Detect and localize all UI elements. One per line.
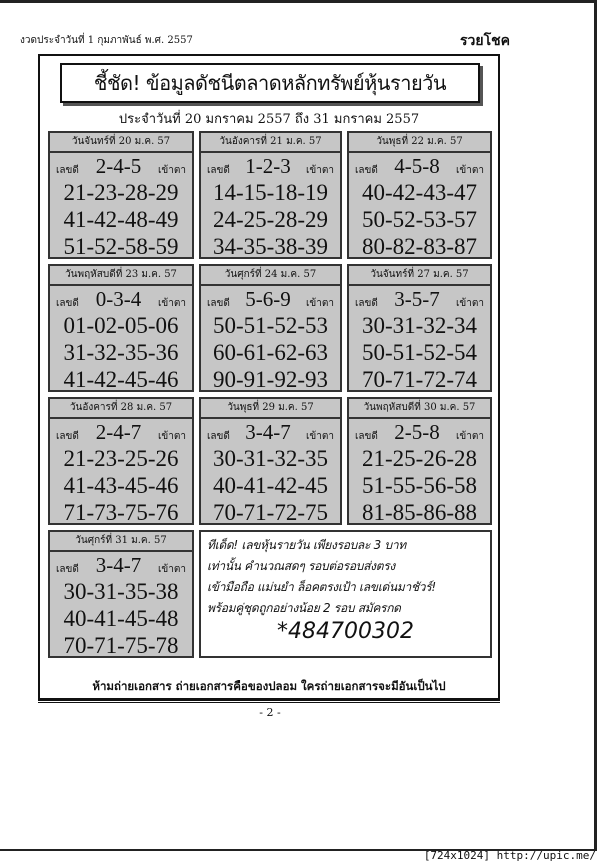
lead-number: 3-4-7 [95, 553, 142, 577]
lead-row [50, 552, 192, 578]
lead-number: 1-2-3 [245, 154, 291, 178]
number-row: 51-55-56-58 [362, 473, 477, 498]
number-row: 70-71-72-74 [362, 367, 477, 392]
number-row: 41-42-45-46 [63, 367, 179, 392]
day-box [199, 131, 342, 259]
day-label: วันพุธที่ 29 ม.ค. 57 [201, 399, 340, 419]
number-row: 60-61-62-63 [213, 340, 328, 365]
day-label: วันศุกร์ที่ 24 ม.ค. 57 [201, 266, 340, 286]
lead-label: เลขดี [56, 564, 79, 575]
copy-warning: ห้ามถ่ายเอกสาร ถ่ายเอกสารคือของปลอม ใครถ่ายเอกสารจะมีอันเป็นไป [92, 679, 446, 693]
number-row: 70-71-72-75 [213, 500, 328, 525]
lead-label: เลขดี [56, 298, 79, 309]
lead-row [201, 286, 340, 312]
lead-number: 4-5-8 [394, 154, 440, 178]
watch-label: เข้าตา [158, 431, 186, 442]
lead-number: 3-5-7 [394, 287, 440, 311]
day-label: วันพฤหัสบดีที่ 30 ม.ค. 57 [349, 399, 490, 419]
publication-name: รวยโชค [460, 33, 510, 49]
number-row: 01-02-05-06 [63, 313, 179, 338]
promo-line: ทีเด็ด! เลขหุ้นรายวัน เพียงรอบละ 3 บาท [207, 538, 406, 552]
page-title: ชี้ชัด! ข้อมูลดัชนีตลาดหลักทรัพย์หุ้นรายวัน [60, 63, 480, 103]
number-row: 81-85-86-88 [362, 500, 477, 525]
day-label: วันอังคารที่ 21 ม.ค. 57 [201, 133, 340, 153]
number-row: 80-82-83-87 [362, 234, 477, 259]
lead-label: เลขดี [355, 165, 378, 176]
day-box [48, 397, 194, 525]
lead-row [50, 286, 192, 312]
number-row: 34-35-38-39 [213, 234, 328, 259]
promo-box [199, 530, 492, 658]
watch-label: เข้าตา [456, 431, 484, 442]
lead-number: 5-6-9 [245, 287, 291, 311]
day-label: วันพฤหัสบดีที่ 23 ม.ค. 57 [50, 266, 192, 286]
day-box [347, 264, 492, 392]
number-row: 21-23-25-26 [63, 446, 179, 471]
lead-row [50, 419, 192, 445]
watch-label: เข้าตา [158, 298, 186, 309]
day-box [347, 397, 492, 525]
lead-row [349, 419, 490, 445]
promo-line: พร้อมคู่ชุดถูกอย่างน้อย 2 รอบ สมัครกด [207, 601, 401, 615]
number-row: 41-42-48-49 [63, 207, 179, 232]
day-label: วันพุธที่ 22 ม.ค. 57 [349, 133, 490, 153]
number-row: 21-23-28-29 [63, 180, 179, 205]
lead-label: เลขดี [56, 165, 79, 176]
watch-label: เข้าตา [456, 298, 484, 309]
content-frame [38, 54, 500, 700]
watch-label: เข้าตา [158, 165, 186, 176]
number-row: 24-25-28-29 [213, 207, 328, 232]
promo-line: เท่านั้น คำนวณสดๆ รอบต่อรอบส่งตรง [207, 559, 395, 573]
date-range: ประจำวันที่ 20 มกราคม 2557 ถึง 31 มกราคม 2557 [118, 112, 420, 127]
number-row: 40-42-43-47 [362, 180, 477, 205]
page-number: - 2 - [259, 706, 281, 719]
number-row: 90-91-92-93 [213, 367, 328, 392]
number-row: 50-51-52-53 [213, 313, 328, 338]
watch-label: เข้าตา [158, 564, 186, 575]
promo-line: เข้ามือถือ แม่นยำ ล็อคตรงเป้า เลขเด่นมาชัวร์! [207, 580, 436, 594]
lead-number: 3-4-7 [245, 420, 291, 444]
lead-label: เลขดี [355, 298, 378, 309]
lead-number: 2-5-8 [394, 420, 440, 444]
number-row: 40-41-42-45 [213, 473, 328, 498]
day-box [48, 131, 194, 259]
watch-label: เข้าตา [456, 165, 484, 176]
number-row: 70-71-75-78 [63, 633, 179, 658]
lead-label: เลขดี [207, 431, 230, 442]
watch-label: เข้าตา [306, 298, 334, 309]
number-row: 41-43-45-46 [63, 473, 179, 498]
lead-row [201, 419, 340, 445]
day-label: วันจันทร์ที่ 27 ม.ค. 57 [349, 266, 490, 286]
lead-label: เลขดี [56, 431, 79, 442]
number-row: 30-31-32-34 [362, 313, 477, 338]
number-row: 50-52-53-57 [362, 207, 477, 232]
lead-number: 2-4-5 [95, 154, 142, 178]
lead-label: เลขดี [207, 298, 230, 309]
day-box [199, 264, 342, 392]
watch-label: เข้าตา [306, 165, 334, 176]
lead-row [50, 153, 192, 179]
number-row: 50-51-52-54 [362, 340, 477, 365]
number-row: 31-32-35-36 [63, 340, 179, 365]
lead-row [201, 153, 340, 179]
watermark: [724x1024] http://upic.me/ [423, 849, 596, 862]
lead-label: เลขดี [355, 431, 378, 442]
number-row: 71-73-75-76 [63, 500, 179, 525]
watch-label: เข้าตา [306, 431, 334, 442]
day-label: วันศุกร์ที่ 31 ม.ค. 57 [50, 532, 192, 552]
lead-row [349, 286, 490, 312]
divider [38, 700, 500, 703]
number-row: 21-25-26-28 [362, 446, 477, 471]
number-row: 51-52-58-59 [63, 234, 179, 259]
day-label: วันจันทร์ที่ 20 ม.ค. 57 [50, 133, 192, 153]
number-row: 14-15-18-19 [213, 180, 328, 205]
day-grid [48, 131, 492, 658]
lead-row [349, 153, 490, 179]
number-row: 30-31-35-38 [63, 579, 179, 604]
lead-number: 2-4-7 [95, 420, 142, 444]
issue-date: งวดประจำวันที่ 1 กุมภาพันธ์ พ.ศ. 2557 [20, 35, 193, 46]
day-box [199, 397, 342, 525]
sms-code: *484700302 [277, 619, 414, 644]
day-box [48, 530, 194, 658]
day-box [48, 264, 194, 392]
day-box [347, 131, 492, 259]
lead-label: เลขดี [207, 165, 230, 176]
number-row: 40-41-45-48 [63, 606, 179, 631]
day-label: วันอังคารที่ 28 ม.ค. 57 [50, 399, 192, 419]
number-row: 30-31-32-35 [213, 446, 328, 471]
lead-number: 0-3-4 [95, 287, 142, 311]
